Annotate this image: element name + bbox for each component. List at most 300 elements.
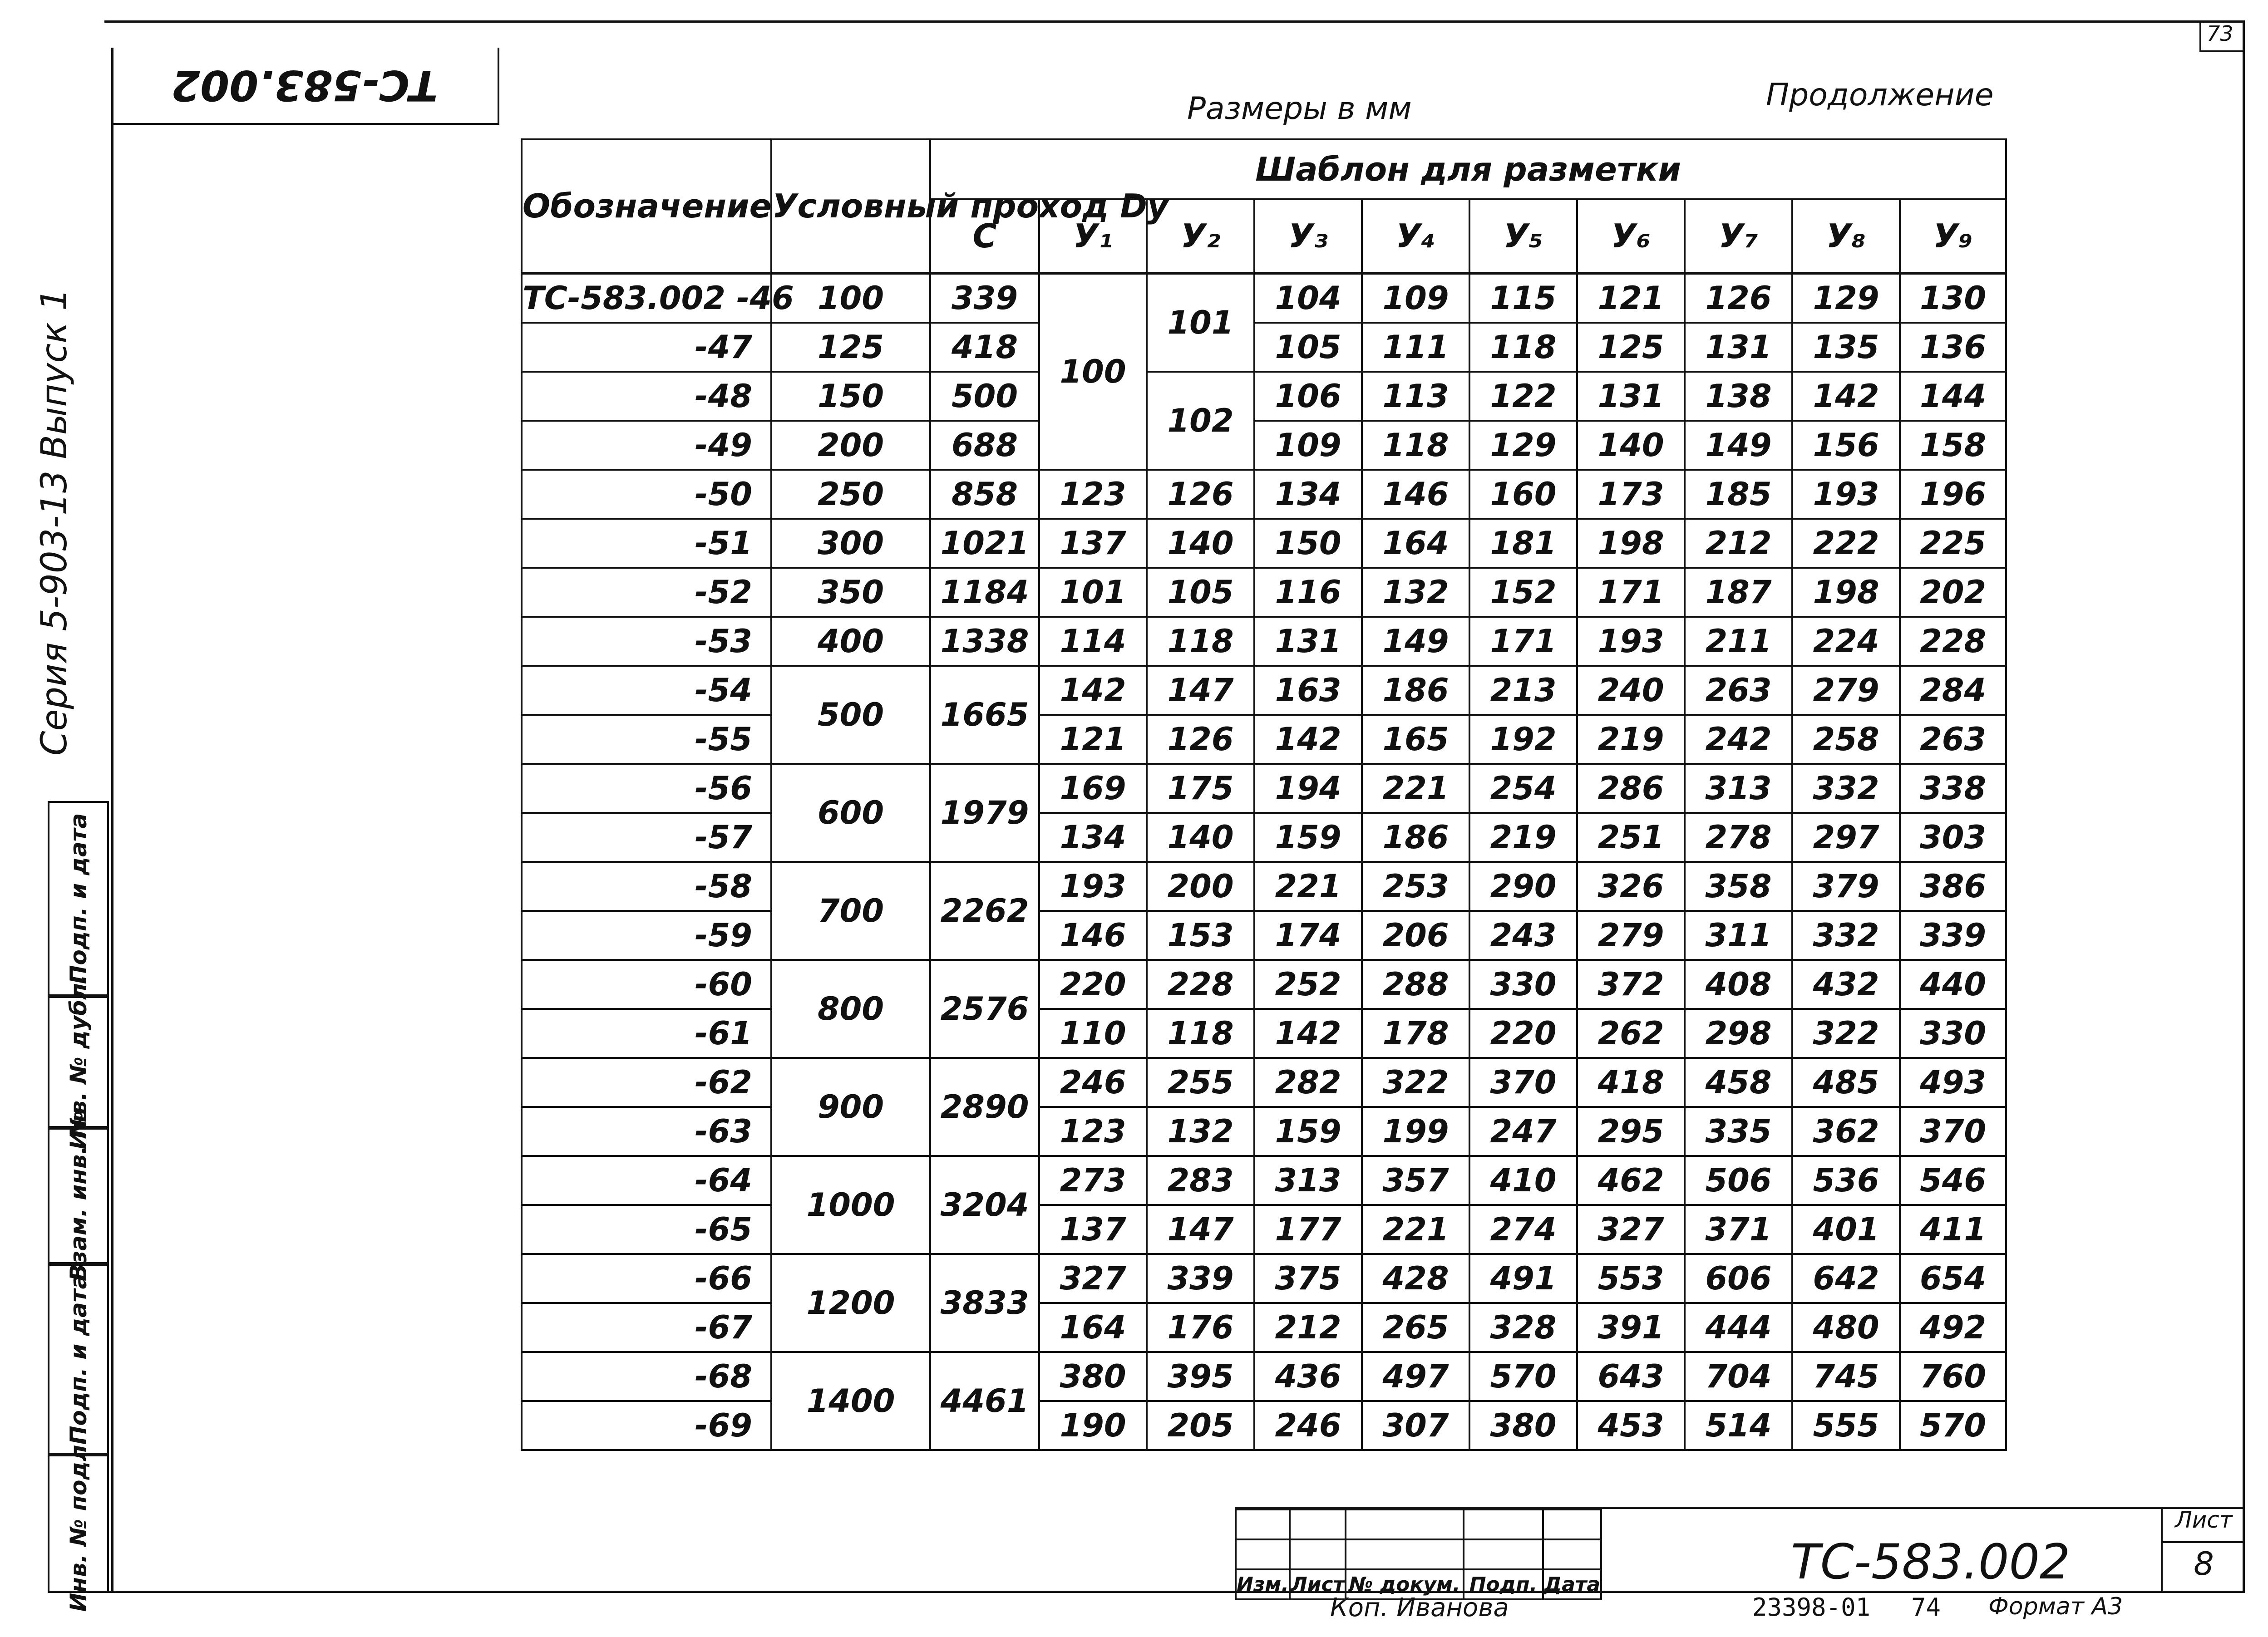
cell-y6: 462 [1577, 1156, 1685, 1205]
cell-y2: 118 [1147, 617, 1254, 666]
cell-y7: 131 [1685, 323, 1792, 372]
cell-y6: 643 [1577, 1352, 1685, 1401]
cell-y6: 219 [1577, 715, 1685, 764]
cell-y9: 411 [1900, 1205, 2006, 1254]
stamp-izm: Изм. [1236, 1569, 1290, 1599]
page-number-box [2199, 20, 2243, 52]
cell-designation: -55 [522, 715, 771, 764]
cell-y5: 122 [1469, 372, 1577, 421]
cell-designation: -63 [522, 1107, 771, 1156]
marking-template-table [521, 138, 2007, 1451]
cell-y7: 458 [1685, 1058, 1792, 1107]
cell-du: 150 [771, 372, 930, 421]
cell-du-merged: 800 [771, 960, 930, 1058]
cell-y5: 160 [1469, 470, 1577, 519]
cell-y4: 165 [1362, 715, 1469, 764]
cell-y1: 137 [1039, 519, 1147, 568]
cell-y5: 171 [1469, 617, 1577, 666]
table-row [522, 1058, 2006, 1107]
cell-y3: 436 [1254, 1352, 1362, 1401]
cell-y1: 327 [1039, 1254, 1147, 1303]
cell-y8: 135 [1792, 323, 1900, 372]
cell-y8: 480 [1792, 1303, 1900, 1352]
cell-y8: 332 [1792, 764, 1900, 813]
cell-y7: 371 [1685, 1205, 1792, 1254]
cell-y9: 196 [1900, 470, 2006, 519]
cell-designation: -47 [522, 323, 771, 372]
cell-y6: 125 [1577, 323, 1685, 372]
cell-y3: 163 [1254, 666, 1362, 715]
cell-du: 125 [771, 323, 930, 372]
cell-y1: 123 [1039, 470, 1147, 519]
table-row [522, 1009, 2006, 1058]
strip-label: Инв. № дубл. [65, 974, 92, 1150]
table-row [522, 813, 2006, 862]
frame-right [2243, 20, 2245, 1593]
series-text: Серия 5-903-13 Выпуск 1 [34, 288, 75, 756]
cell-y5: 243 [1469, 911, 1577, 960]
cell-y1: 114 [1039, 617, 1147, 666]
cell-y7: 278 [1685, 813, 1792, 862]
cell-designation: -61 [522, 1009, 771, 1058]
cell-y4: 178 [1362, 1009, 1469, 1058]
cell-designation: -66 [522, 1254, 771, 1303]
cell-c: 1338 [930, 617, 1039, 666]
table-row [522, 617, 2006, 666]
cell-y4: 113 [1362, 372, 1469, 421]
cell-du: 400 [771, 617, 930, 666]
cell-y8: 198 [1792, 568, 1900, 617]
cell-y2: 147 [1147, 1205, 1254, 1254]
cell-y5: 192 [1469, 715, 1577, 764]
strip-podp-data-1 [48, 801, 109, 996]
stamp-list: Лист [1290, 1569, 1346, 1599]
cell-y4: 111 [1362, 323, 1469, 372]
cell-y6: 418 [1577, 1058, 1685, 1107]
cell-y7: 506 [1685, 1156, 1792, 1205]
cell-y6: 453 [1577, 1401, 1685, 1450]
table-row [522, 273, 2006, 323]
cell-y6: 171 [1577, 568, 1685, 617]
header-designation-box [111, 48, 499, 125]
cell-y6: 198 [1577, 519, 1685, 568]
table-row [522, 421, 2006, 470]
cell-y6: 372 [1577, 960, 1685, 1009]
cell-y3: 252 [1254, 960, 1362, 1009]
cell-y1: 142 [1039, 666, 1147, 715]
cell-designation: -67 [522, 1303, 771, 1352]
cell-y2: 140 [1147, 813, 1254, 862]
cell-du-merged: 600 [771, 764, 930, 862]
cell-y2: 255 [1147, 1058, 1254, 1107]
cell-y2: 200 [1147, 862, 1254, 911]
cell-y5: 491 [1469, 1254, 1577, 1303]
cell-y8: 642 [1792, 1254, 1900, 1303]
cell-y2: 105 [1147, 568, 1254, 617]
cell-y7: 704 [1685, 1352, 1792, 1401]
stamp-n-dokum: № докум. [1346, 1569, 1464, 1599]
cell-y3: 150 [1254, 519, 1362, 568]
cell-y2: 395 [1147, 1352, 1254, 1401]
cell-y4: 186 [1362, 813, 1469, 862]
cell-y8: 379 [1792, 862, 1900, 911]
cell-du-merged: 500 [771, 666, 930, 764]
cell-y2: 228 [1147, 960, 1254, 1009]
cell-y1: 220 [1039, 960, 1147, 1009]
cell-du-merged: 1200 [771, 1254, 930, 1352]
cell-c: 418 [930, 323, 1039, 372]
frame-left [111, 48, 113, 1593]
cell-y4: 253 [1362, 862, 1469, 911]
cell-y4: 357 [1362, 1156, 1469, 1205]
cell-c-merged: 1665 [930, 666, 1039, 764]
cell-y5: 254 [1469, 764, 1577, 813]
cell-y6: 193 [1577, 617, 1685, 666]
cell-y1-merged: 100 [1039, 273, 1147, 470]
table-row [522, 519, 2006, 568]
cell-y9: 330 [1900, 1009, 2006, 1058]
cell-designation: -65 [522, 1205, 771, 1254]
cell-c-merged: 1979 [930, 764, 1039, 862]
strip-vzam-inv [48, 1111, 109, 1281]
cell-y3: 313 [1254, 1156, 1362, 1205]
cell-y6: 131 [1577, 372, 1685, 421]
table-row [522, 1156, 2006, 1205]
table-row [522, 1254, 2006, 1303]
cell-y6: 240 [1577, 666, 1685, 715]
cell-y6: 279 [1577, 911, 1685, 960]
cell-y5: 115 [1469, 273, 1577, 323]
cell-y2: 176 [1147, 1303, 1254, 1352]
cell-y2: 175 [1147, 764, 1254, 813]
cell-y8: 129 [1792, 273, 1900, 323]
cell-y6: 262 [1577, 1009, 1685, 1058]
cell-y8: 222 [1792, 519, 1900, 568]
cell-c-merged: 2262 [930, 862, 1039, 960]
header-y2: У₂ [1147, 199, 1254, 273]
cell-y1: 146 [1039, 911, 1147, 960]
cell-y5: 274 [1469, 1205, 1577, 1254]
cell-y7: 514 [1685, 1401, 1792, 1450]
cell-y1: 169 [1039, 764, 1147, 813]
cell-y2: 140 [1147, 519, 1254, 568]
cell-du: 350 [771, 568, 930, 617]
header-y4: У₄ [1362, 199, 1469, 273]
table-row [522, 1352, 2006, 1401]
order-sub-number: 74 [1911, 1593, 1941, 1622]
cell-designation: -62 [522, 1058, 771, 1107]
sheet-label: Лист [2175, 1507, 2233, 1533]
cell-y2: 147 [1147, 666, 1254, 715]
cell-y5: 219 [1469, 813, 1577, 862]
cell-y4: 497 [1362, 1352, 1469, 1401]
cell-c-merged: 2890 [930, 1058, 1039, 1156]
strip-podp-data-2 [48, 1264, 109, 1455]
cell-y3: 105 [1254, 323, 1362, 372]
cell-designation: -68 [522, 1352, 771, 1401]
cell-du: 250 [771, 470, 930, 519]
cell-c-merged: 2576 [930, 960, 1039, 1058]
cell-y8: 536 [1792, 1156, 1900, 1205]
cell-y9: 158 [1900, 421, 2006, 470]
table-row [522, 568, 2006, 617]
cell-y3: 131 [1254, 617, 1362, 666]
cell-designation: -48 [522, 372, 771, 421]
strip-label: Подп. и дата [65, 813, 92, 984]
cell-y2: 339 [1147, 1254, 1254, 1303]
cell-y3: 221 [1254, 862, 1362, 911]
cell-y3: 375 [1254, 1254, 1362, 1303]
cell-y7: 187 [1685, 568, 1792, 617]
header-y5: У₅ [1469, 199, 1577, 273]
cell-y2: 118 [1147, 1009, 1254, 1058]
cell-y7: 185 [1685, 470, 1792, 519]
cell-y9: 654 [1900, 1254, 2006, 1303]
cell-y3: 142 [1254, 1009, 1362, 1058]
cell-y7: 358 [1685, 862, 1792, 911]
copied-by: Коп. Иванова [1330, 1593, 1509, 1622]
cell-y5: 570 [1469, 1352, 1577, 1401]
cell-designation: -69 [522, 1401, 771, 1450]
cell-designation: -64 [522, 1156, 771, 1205]
table-row [522, 1303, 2006, 1352]
strip-label: Взам. инв. № [65, 1111, 92, 1281]
cell-y1: 101 [1039, 568, 1147, 617]
cell-y1: 164 [1039, 1303, 1147, 1352]
cell-y4: 164 [1362, 519, 1469, 568]
cell-designation: -53 [522, 617, 771, 666]
cell-y4: 146 [1362, 470, 1469, 519]
cell-c-merged: 3833 [930, 1254, 1039, 1352]
cell-designation: -51 [522, 519, 771, 568]
strip-inv-dubl [48, 974, 109, 1150]
cell-y1: 273 [1039, 1156, 1147, 1205]
table-row [522, 1205, 2006, 1254]
table-row [522, 666, 2006, 715]
cell-y3: 212 [1254, 1303, 1362, 1352]
header-y6: У₆ [1577, 199, 1685, 273]
cell-y3: 142 [1254, 715, 1362, 764]
cell-y8: 193 [1792, 470, 1900, 519]
cell-c-merged: 4461 [930, 1352, 1039, 1450]
cell-y4: 288 [1362, 960, 1469, 1009]
sheet-number: 8 [2194, 1545, 2214, 1583]
cell-y5: 181 [1469, 519, 1577, 568]
cell-y4: 221 [1362, 1205, 1469, 1254]
cell-y4: 307 [1362, 1401, 1469, 1450]
order-number: 23398-01 [1752, 1593, 1871, 1622]
cell-y7: 138 [1685, 372, 1792, 421]
cell-y7: 211 [1685, 617, 1792, 666]
table-row [522, 715, 2006, 764]
continuation-note: Продолжение [1766, 77, 1994, 113]
cell-y3: 174 [1254, 911, 1362, 960]
cell-du: 200 [771, 421, 930, 470]
cell-y4: 186 [1362, 666, 1469, 715]
cell-du-merged: 900 [771, 1058, 930, 1156]
cell-designation: -52 [522, 568, 771, 617]
cell-y9: 570 [1900, 1401, 2006, 1450]
cell-du: 300 [771, 519, 930, 568]
cell-y5: 118 [1469, 323, 1577, 372]
header-y1: У₁ [1039, 199, 1147, 273]
cell-y9: 303 [1900, 813, 2006, 862]
cell-y1: 123 [1039, 1107, 1147, 1156]
cell-y4: 265 [1362, 1303, 1469, 1352]
cell-y5: 152 [1469, 568, 1577, 617]
stamp-podp: Подп. [1464, 1569, 1543, 1599]
cell-c: 858 [930, 470, 1039, 519]
cell-c: 500 [930, 372, 1039, 421]
strip-label: Инв. № подл. [65, 1436, 92, 1612]
cell-designation: -49 [522, 421, 771, 470]
cell-y3: 194 [1254, 764, 1362, 813]
cell-designation: -50 [522, 470, 771, 519]
header-designation-rotated: ТС-583.002 [171, 61, 438, 110]
cell-y5: 330 [1469, 960, 1577, 1009]
cell-y5: 380 [1469, 1401, 1577, 1450]
header-nominal-bore: Условный проход Dу [771, 139, 930, 273]
cell-y3: 159 [1254, 1107, 1362, 1156]
cell-du: 100 [771, 273, 930, 323]
strip-label: Подп. и дата [65, 1273, 92, 1445]
header-template: Шаблон для разметки [930, 139, 2006, 199]
cell-c: 688 [930, 421, 1039, 470]
cell-y6: 121 [1577, 273, 1685, 323]
cell-y9: 263 [1900, 715, 2006, 764]
cell-y8: 401 [1792, 1205, 1900, 1254]
frame-top [104, 20, 2245, 23]
cell-y3: 104 [1254, 273, 1362, 323]
cell-y5: 220 [1469, 1009, 1577, 1058]
cell-y4: 149 [1362, 617, 1469, 666]
cell-y7: 313 [1685, 764, 1792, 813]
cell-y1: 246 [1039, 1058, 1147, 1107]
cell-y7: 298 [1685, 1009, 1792, 1058]
cell-y6: 391 [1577, 1303, 1685, 1352]
cell-y5: 370 [1469, 1058, 1577, 1107]
cell-y7: 311 [1685, 911, 1792, 960]
sheet-box [2161, 1507, 2245, 1591]
cell-y8: 362 [1792, 1107, 1900, 1156]
cell-y6: 326 [1577, 862, 1685, 911]
header-c: С [930, 199, 1039, 273]
cell-y8: 322 [1792, 1009, 1900, 1058]
cell-y8: 332 [1792, 911, 1900, 960]
cell-y7: 606 [1685, 1254, 1792, 1303]
paper-format: Формат А3 [1988, 1593, 2123, 1620]
cell-y5: 247 [1469, 1107, 1577, 1156]
cell-y5: 129 [1469, 421, 1577, 470]
header-y3: У₃ [1254, 199, 1362, 273]
stamp-designation: ТС-583.002 [1791, 1534, 2071, 1590]
cell-y5: 410 [1469, 1156, 1577, 1205]
cell-y9: 339 [1900, 911, 2006, 960]
cell-y2: 126 [1147, 470, 1254, 519]
cell-du-merged: 700 [771, 862, 930, 960]
cell-y7: 444 [1685, 1303, 1792, 1352]
cell-y5: 213 [1469, 666, 1577, 715]
cell-y3: 134 [1254, 470, 1362, 519]
cell-y8: 297 [1792, 813, 1900, 862]
cell-y3: 282 [1254, 1058, 1362, 1107]
cell-y9: 225 [1900, 519, 2006, 568]
cell-y2: 283 [1147, 1156, 1254, 1205]
cell-designation: -56 [522, 764, 771, 813]
cell-y9: 760 [1900, 1352, 2006, 1401]
cell-y9: 284 [1900, 666, 2006, 715]
cell-y2: 153 [1147, 911, 1254, 960]
cell-y9: 202 [1900, 568, 2006, 617]
cell-y8: 224 [1792, 617, 1900, 666]
cell-y1: 190 [1039, 1401, 1147, 1450]
header-y9: У₉ [1900, 199, 2006, 273]
cell-y7: 126 [1685, 273, 1792, 323]
cell-y1: 380 [1039, 1352, 1147, 1401]
cell-y1: 137 [1039, 1205, 1147, 1254]
cell-c: 339 [930, 273, 1039, 323]
revision-stamp [1235, 1509, 1602, 1600]
cell-y2-merged: 102 [1147, 372, 1254, 470]
table-row [522, 470, 2006, 519]
cell-designation: ТС-583.002 -46 [522, 273, 771, 323]
cell-y2: 132 [1147, 1107, 1254, 1156]
cell-y4: 322 [1362, 1058, 1469, 1107]
strip-inv-podl [48, 1436, 109, 1612]
cell-y9: 338 [1900, 764, 2006, 813]
cell-y1: 121 [1039, 715, 1147, 764]
cell-y8: 279 [1792, 666, 1900, 715]
cell-y8: 258 [1792, 715, 1900, 764]
cell-y3: 116 [1254, 568, 1362, 617]
cell-y1: 193 [1039, 862, 1147, 911]
cell-y5: 328 [1469, 1303, 1577, 1352]
cell-y9: 144 [1900, 372, 2006, 421]
cell-designation: -59 [522, 911, 771, 960]
table-row [522, 862, 2006, 911]
cell-du-merged: 1000 [771, 1156, 930, 1254]
cell-du-merged: 1400 [771, 1352, 930, 1450]
cell-y7: 149 [1685, 421, 1792, 470]
cell-y4: 199 [1362, 1107, 1469, 1156]
table-row [522, 960, 2006, 1009]
header-designation: Обозначение [522, 139, 771, 273]
cell-y2: 126 [1147, 715, 1254, 764]
cell-y6: 295 [1577, 1107, 1685, 1156]
cell-y6: 286 [1577, 764, 1685, 813]
cell-designation: -57 [522, 813, 771, 862]
cell-y3: 109 [1254, 421, 1362, 470]
cell-y9: 370 [1900, 1107, 2006, 1156]
table-row [522, 764, 2006, 813]
cell-y9: 546 [1900, 1156, 2006, 1205]
cell-y4: 206 [1362, 911, 1469, 960]
table-row [522, 323, 2006, 372]
stamp-data: Дата [1543, 1569, 1601, 1599]
cell-y4: 132 [1362, 568, 1469, 617]
cell-y3: 246 [1254, 1401, 1362, 1450]
cell-y9: 493 [1900, 1058, 2006, 1107]
table-row [522, 911, 2006, 960]
cell-y7: 212 [1685, 519, 1792, 568]
cell-y7: 408 [1685, 960, 1792, 1009]
cell-y5: 290 [1469, 862, 1577, 911]
cell-c: 1021 [930, 519, 1039, 568]
cell-y4: 118 [1362, 421, 1469, 470]
cell-y6: 327 [1577, 1205, 1685, 1254]
cell-y4: 428 [1362, 1254, 1469, 1303]
cell-y3: 159 [1254, 813, 1362, 862]
